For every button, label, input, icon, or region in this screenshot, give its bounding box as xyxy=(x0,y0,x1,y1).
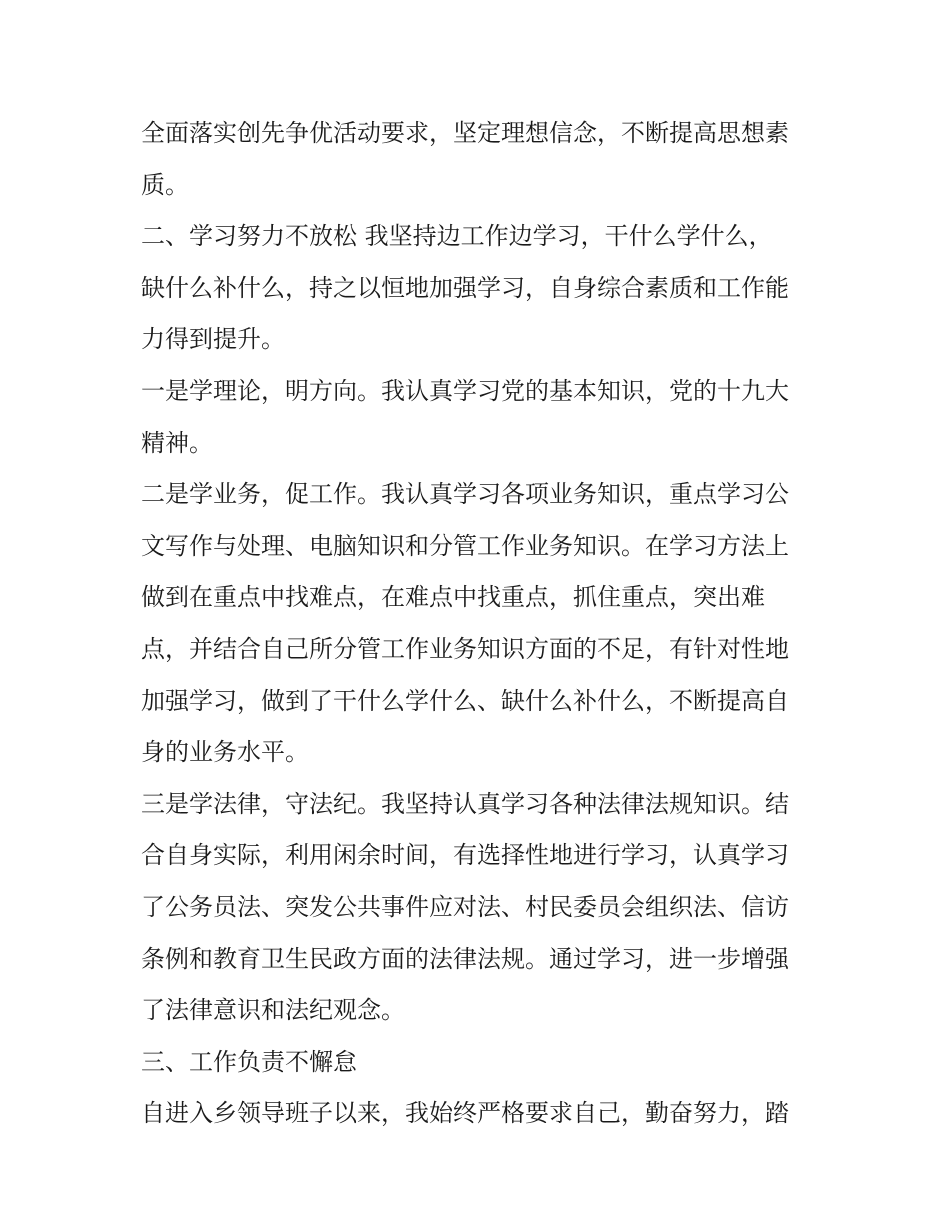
text-line: 三是学法律，守法纪。我坚持认真学习各种法律法规知识。结 xyxy=(141,789,789,818)
text-line: 合自身实际，利用闲余时间，有选择性地进行学习，认真学习 xyxy=(141,841,789,870)
text-line: 力得到提升。 xyxy=(141,325,285,354)
text-line: 缺什么补什么，持之以恒地加强学习，自身综合素质和工作能 xyxy=(141,273,789,302)
document-body xyxy=(141,108,813,1140)
section-heading-line: 二、学习努力不放松 我坚持边工作边学习，干什么学什么， xyxy=(141,222,773,251)
section-heading-line: 三、工作负责不懈怠 xyxy=(141,1047,357,1076)
text-line: 一是学理论，明方向。我认真学习党的基本知识，党的十九大 xyxy=(141,376,789,405)
text-line: 条例和教育卫生民政方面的法律法规。通过学习，进一步增强 xyxy=(141,944,789,973)
text-line: 二是学业务，促工作。我认真学习各项业务知识，重点学习公 xyxy=(141,480,789,509)
text-line: 文写作与处理、电脑知识和分管工作业务知识。在学习方法上 xyxy=(141,531,789,560)
text-line: 身的业务水平。 xyxy=(141,738,309,767)
text-line: 做到在重点中找难点，在难点中找重点，抓住重点，突出难 xyxy=(141,583,765,612)
text-line: 点，并结合自己所分管工作业务知识方面的不足，有针对性地 xyxy=(141,634,789,663)
text-line: 精神。 xyxy=(141,428,213,457)
text-line: 了法律意识和法纪观念。 xyxy=(141,996,405,1025)
text-line: 加强学习，做到了干什么学什么、缺什么补什么，不断提高自 xyxy=(141,686,789,715)
text-line: 自进入乡领导班子以来，我始终严格要求自己，勤奋努力，踏 xyxy=(141,1099,789,1128)
text-line: 了公务员法、突发公共事件应对法、村民委员会组织法、信访 xyxy=(141,892,789,921)
text-line: 全面落实创先争优活动要求，坚定理想信念，不断提高思想素 xyxy=(141,119,789,147)
text-line: 质。 xyxy=(141,170,189,199)
